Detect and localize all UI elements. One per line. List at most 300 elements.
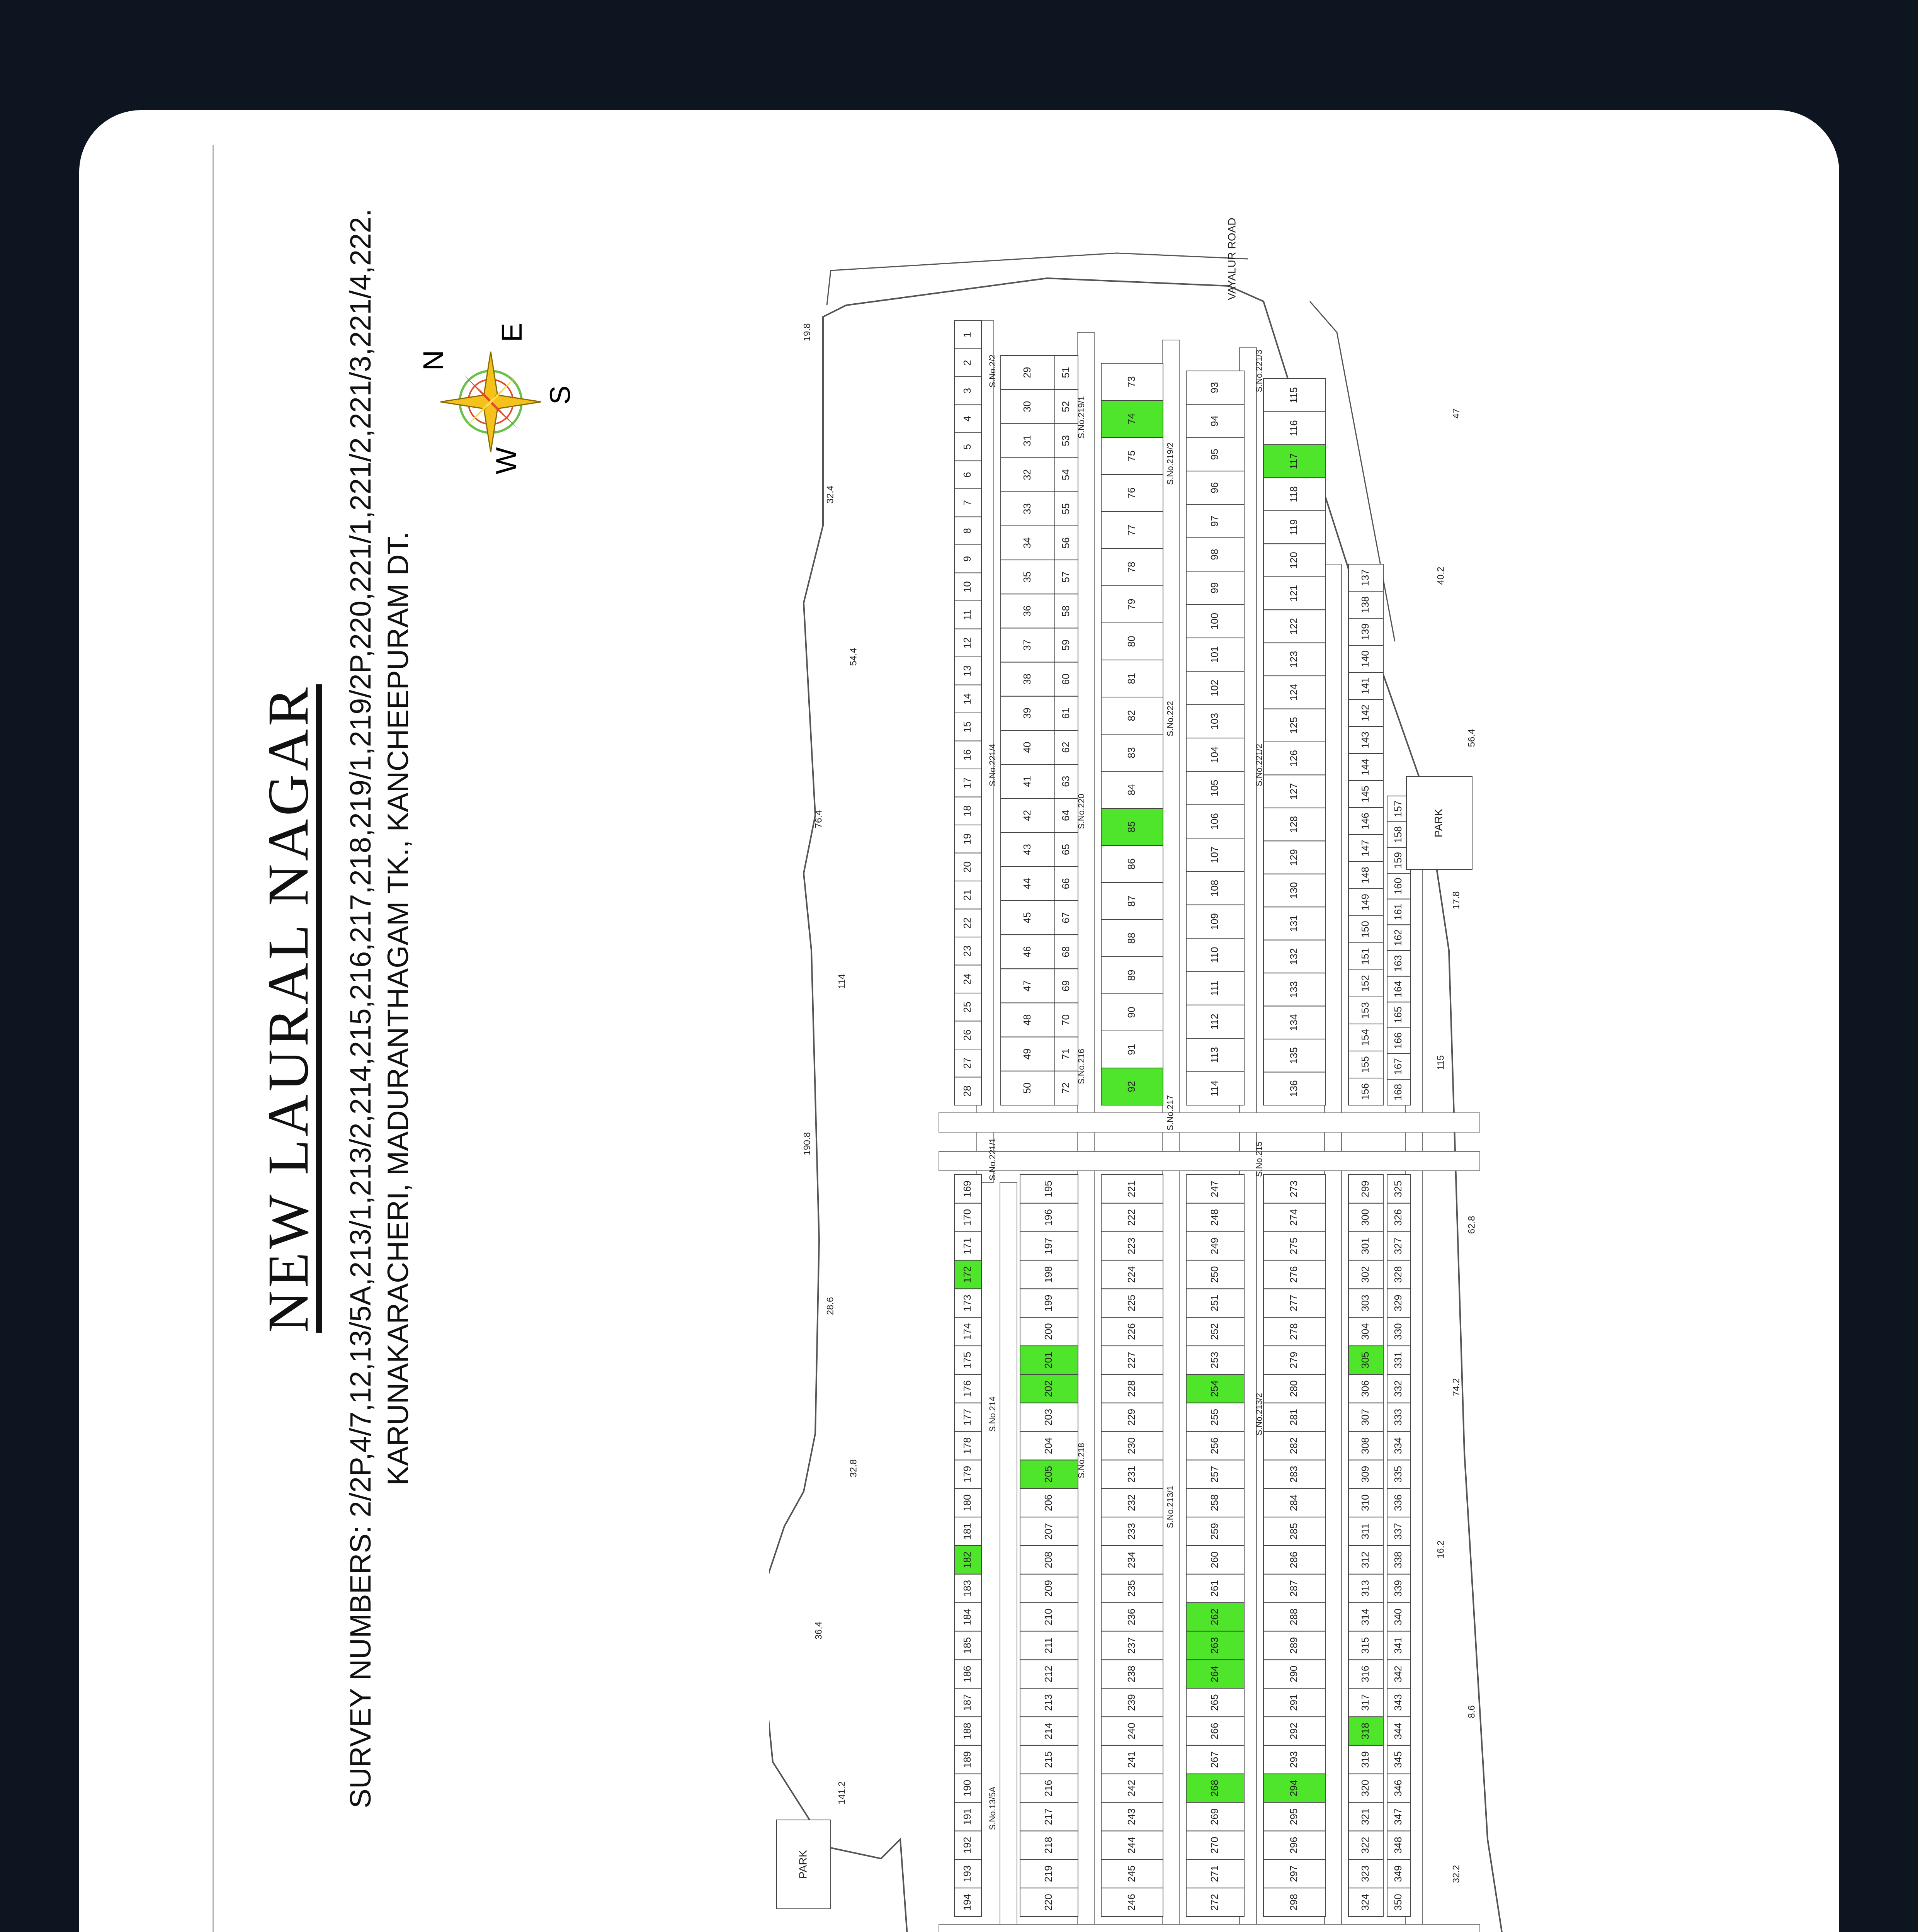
plot-number: 159 <box>1392 852 1404 869</box>
plot-number: 232 <box>1125 1494 1137 1511</box>
dimension-label: 74.2 <box>1451 1378 1462 1396</box>
plot-number: 63 <box>1059 776 1071 787</box>
plot-number: 346 <box>1392 1779 1404 1797</box>
plot-number: 263 <box>1208 1637 1220 1654</box>
dimension-label: 114 <box>837 974 847 989</box>
plot-number: 161 <box>1392 903 1404 920</box>
plot-number: 90 <box>1125 1007 1137 1018</box>
plot-number: 293 <box>1287 1751 1299 1768</box>
plot-number: 83 <box>1125 747 1137 759</box>
plot-number: 36 <box>1021 605 1033 617</box>
plot-number: 120 <box>1287 552 1299 569</box>
dimension-label: 115 <box>1435 1055 1446 1070</box>
dimension-label: 8.6 <box>1466 1705 1477 1718</box>
plot-number: 65 <box>1059 844 1071 855</box>
plot-number: 254 <box>1208 1380 1220 1397</box>
plot-number: 38 <box>1021 673 1033 685</box>
plot-number: 327 <box>1392 1237 1404 1255</box>
plot-number: 286 <box>1287 1551 1299 1568</box>
plot-number: 5 <box>961 444 973 450</box>
survey-mark: S.No.214 <box>987 1396 997 1432</box>
dimension-label: 54.4 <box>848 648 859 666</box>
plot-number: 18 <box>961 805 973 817</box>
plot-number: 229 <box>1125 1408 1137 1426</box>
cross-road <box>939 1151 1480 1171</box>
plot-number: 56 <box>1059 537 1071 549</box>
plot-number: 110 <box>1208 947 1220 963</box>
plot-number: 87 <box>1125 895 1137 907</box>
plot-number: 187 <box>961 1694 973 1711</box>
survey-mark: S.No.219/2 <box>1165 442 1175 485</box>
plot-number: 211 <box>1042 1637 1054 1654</box>
plot-number: 212 <box>1042 1665 1054 1683</box>
plot-number: 60 <box>1059 673 1071 685</box>
plot-number: 143 <box>1359 731 1371 748</box>
plot-number: 26 <box>961 1029 973 1041</box>
plot-number: 262 <box>1208 1608 1220 1626</box>
plot-number: 169 <box>961 1180 973 1197</box>
dimension-label: 32.4 <box>825 485 836 504</box>
plot-number: 99 <box>1208 582 1220 594</box>
survey-mark: S.No.215 <box>1254 1141 1264 1177</box>
plot-number: 115 <box>1287 387 1299 403</box>
layout-map <box>769 216 1696 1932</box>
plot-number: 121 <box>1287 585 1299 602</box>
plot-number: 190 <box>961 1779 973 1797</box>
plot-number: 142 <box>1359 704 1371 721</box>
plot-number: 309 <box>1359 1466 1371 1483</box>
plot-number: 330 <box>1392 1323 1404 1340</box>
plot-number: 256 <box>1208 1437 1220 1454</box>
plot-number: 238 <box>1125 1665 1137 1683</box>
plot-number: 84 <box>1125 784 1137 796</box>
plot-number: 124 <box>1287 684 1299 701</box>
plot-number: 312 <box>1359 1551 1371 1568</box>
survey-mark: S.No.13/5A <box>987 1786 997 1830</box>
plot-number: 347 <box>1392 1808 1404 1825</box>
plot-number: 41 <box>1021 776 1033 787</box>
plot-number: 107 <box>1208 846 1220 863</box>
plot-number: 332 <box>1392 1380 1404 1397</box>
dimension-label: 141.2 <box>837 1781 847 1805</box>
plot-number: 300 <box>1359 1209 1371 1226</box>
plot-number: 85 <box>1125 821 1137 833</box>
plot-number: 214 <box>1042 1723 1054 1740</box>
plot-number: 173 <box>961 1294 973 1312</box>
plot-number: 94 <box>1208 415 1220 427</box>
plot-number: 216 <box>1042 1779 1054 1797</box>
dimension-label: 19.8 <box>802 323 813 342</box>
plot-number: 258 <box>1208 1494 1220 1511</box>
plot-number: 310 <box>1359 1494 1371 1511</box>
plot-number: 58 <box>1059 605 1071 617</box>
plot-number: 28 <box>961 1085 973 1097</box>
plot-number: 201 <box>1042 1352 1054 1369</box>
survey-mark: S.No.2/2 <box>987 354 997 388</box>
plot-number: 283 <box>1287 1466 1299 1483</box>
plot-number: 75 <box>1125 450 1137 462</box>
plot-number: 348 <box>1392 1837 1404 1854</box>
plot-number: 102 <box>1208 679 1220 697</box>
plot-number: 25 <box>961 1001 973 1013</box>
plot-number: 106 <box>1208 813 1220 830</box>
plot-number: 52 <box>1059 401 1071 412</box>
plot-number: 61 <box>1059 707 1071 719</box>
plot-number: 148 <box>1359 867 1371 884</box>
plot-number: 29 <box>1021 367 1033 378</box>
plot-number: 301 <box>1359 1237 1371 1255</box>
plot-number: 270 <box>1208 1837 1220 1854</box>
plot-number: 290 <box>1287 1665 1299 1683</box>
plot-number: 168 <box>1392 1083 1404 1101</box>
plot-number: 343 <box>1392 1694 1404 1711</box>
plot-number: 243 <box>1125 1808 1137 1825</box>
plot-number: 117 <box>1287 453 1299 469</box>
plot-number: 342 <box>1392 1665 1404 1683</box>
plot-number: 17 <box>961 777 973 789</box>
plot-number: 326 <box>1392 1209 1404 1226</box>
plot-number: 218 <box>1042 1837 1054 1854</box>
dimension-label: 16.2 <box>1435 1540 1446 1559</box>
plot-number: 228 <box>1125 1380 1137 1397</box>
plot-number: 176 <box>961 1380 973 1397</box>
plot-number: 288 <box>1287 1608 1299 1626</box>
plot-number: 137 <box>1359 569 1371 586</box>
plot-number: 205 <box>1042 1466 1054 1483</box>
plot-number: 82 <box>1125 710 1137 721</box>
plot-number: 186 <box>961 1665 973 1683</box>
plot-number: 189 <box>961 1751 973 1768</box>
plot-number: 171 <box>961 1237 973 1255</box>
plot-number: 305 <box>1359 1352 1371 1369</box>
plot-number: 341 <box>1392 1637 1404 1654</box>
plot-number: 231 <box>1125 1466 1137 1483</box>
plot-number: 98 <box>1208 549 1220 560</box>
plot-number: 79 <box>1125 599 1137 610</box>
survey-mark: S.No.217 <box>1165 1095 1175 1131</box>
plot-number: 278 <box>1287 1323 1299 1340</box>
plot-number: 77 <box>1125 524 1137 536</box>
plot-number: 303 <box>1359 1294 1371 1312</box>
survey-mark: S.No.220 <box>1076 794 1086 829</box>
plot-number: 66 <box>1059 878 1071 889</box>
plot-number: 76 <box>1125 487 1137 499</box>
compass-e-label: E <box>496 323 528 342</box>
plot-number: 237 <box>1125 1637 1137 1654</box>
plot-number: 224 <box>1125 1266 1137 1283</box>
plot-number: 104 <box>1208 746 1220 763</box>
plot-number: 100 <box>1208 613 1220 630</box>
plot-number: 177 <box>961 1408 973 1426</box>
dimension-label: 32.8 <box>848 1459 859 1478</box>
plot-number: 248 <box>1208 1209 1220 1226</box>
plot-number: 44 <box>1021 878 1033 889</box>
location-line: KARUNAKARACHERI, MADURANTHAGAM TK., KANCHEEPURAM DT. <box>382 531 415 1486</box>
plot-number: 163 <box>1392 955 1404 972</box>
plot-number: 138 <box>1359 596 1371 613</box>
plot-number: 62 <box>1059 742 1071 753</box>
plot-number: 182 <box>961 1551 973 1568</box>
page-title: NEW LAURAL NAGAR <box>256 684 320 1333</box>
plot-number: 86 <box>1125 858 1137 870</box>
plot-number: 108 <box>1208 879 1220 897</box>
plot-number: 49 <box>1021 1048 1033 1060</box>
plot-number: 267 <box>1208 1751 1220 1768</box>
plot-number: 334 <box>1392 1437 1404 1454</box>
plot-number: 307 <box>1359 1408 1371 1426</box>
plot-number: 158 <box>1392 826 1404 843</box>
plot-number: 101 <box>1208 646 1220 663</box>
road-strip <box>1325 564 1342 1932</box>
plot-number: 336 <box>1392 1494 1404 1511</box>
border-line <box>213 145 214 1932</box>
plot-number: 314 <box>1359 1608 1371 1626</box>
plot-number: 325 <box>1392 1180 1404 1197</box>
plot-number: 135 <box>1287 1047 1299 1064</box>
compass-w-label: W <box>490 447 522 474</box>
plot-number: 116 <box>1287 420 1299 436</box>
plot-number: 252 <box>1208 1323 1220 1340</box>
plot-number: 297 <box>1287 1865 1299 1882</box>
road-strip <box>1000 1182 1017 1932</box>
plot-number: 67 <box>1059 912 1071 923</box>
plot-number: 284 <box>1287 1494 1299 1511</box>
plot-number: 147 <box>1359 840 1371 857</box>
plot-number: 51 <box>1059 367 1071 378</box>
plot-number: 136 <box>1287 1080 1299 1097</box>
plot-number: 328 <box>1392 1266 1404 1283</box>
survey-mark: S.No.222 <box>1165 701 1175 736</box>
plot-number: 31 <box>1021 435 1033 446</box>
plot-number: 2 <box>961 360 973 366</box>
plot-number: 241 <box>1125 1751 1137 1768</box>
plot-number: 89 <box>1125 969 1137 981</box>
plot-number: 37 <box>1021 639 1033 651</box>
plot-number: 21 <box>961 889 973 901</box>
plot-number: 319 <box>1359 1751 1371 1768</box>
plot-number: 210 <box>1042 1608 1054 1626</box>
plot-number: 217 <box>1042 1808 1054 1825</box>
plot-number: 130 <box>1287 882 1299 899</box>
survey-mark: S.No.221/3 <box>1254 349 1264 393</box>
dimension-label: 62.8 <box>1466 1216 1477 1234</box>
plot-number: 268 <box>1208 1779 1220 1797</box>
plot-number: 196 <box>1042 1209 1054 1226</box>
plot-number: 152 <box>1359 975 1371 992</box>
plot-number: 144 <box>1359 759 1371 776</box>
plot-number: 42 <box>1021 810 1033 821</box>
plot-number: 111 <box>1208 980 1220 996</box>
plot-number: 333 <box>1392 1408 1404 1426</box>
plot-number: 191 <box>961 1808 973 1825</box>
plot-number: 285 <box>1287 1523 1299 1540</box>
plot-number: 245 <box>1125 1865 1137 1882</box>
plot-number: 181 <box>961 1523 973 1540</box>
plot-number: 317 <box>1359 1694 1371 1711</box>
plot-number: 70 <box>1059 1014 1071 1026</box>
plot-number: 33 <box>1021 503 1033 515</box>
plot-number: 194 <box>961 1894 973 1911</box>
plot-number: 242 <box>1125 1779 1137 1797</box>
plot-number: 308 <box>1359 1437 1371 1454</box>
plot-number: 235 <box>1125 1580 1137 1597</box>
plot-number: 279 <box>1287 1352 1299 1369</box>
plot-number: 93 <box>1208 382 1220 393</box>
plot-number: 264 <box>1208 1665 1220 1683</box>
plot-number: 349 <box>1392 1865 1404 1882</box>
plot-number: 72 <box>1059 1082 1071 1094</box>
dimension-label: 47 <box>1451 408 1462 419</box>
plot-number: 253 <box>1208 1352 1220 1369</box>
plot-number: 165 <box>1392 1006 1404 1024</box>
plot-number: 122 <box>1287 618 1299 635</box>
plot-number: 219 <box>1042 1865 1054 1882</box>
plot-number: 223 <box>1125 1237 1137 1255</box>
road-strip <box>1162 340 1179 1932</box>
plot-number: 20 <box>961 861 973 873</box>
plot-number: 275 <box>1287 1237 1299 1255</box>
plot-number: 129 <box>1287 849 1299 866</box>
plot-number: 88 <box>1125 932 1137 944</box>
plot-number: 331 <box>1392 1352 1404 1369</box>
plot-number: 4 <box>961 416 973 422</box>
survey-mark: S.No.221/4 <box>987 743 997 787</box>
plot-number: 339 <box>1392 1580 1404 1597</box>
plot-number: 204 <box>1042 1437 1054 1454</box>
plot-number: 250 <box>1208 1266 1220 1283</box>
plot-number: 335 <box>1392 1466 1404 1483</box>
plot-number: 188 <box>961 1723 973 1740</box>
plot-number: 296 <box>1287 1837 1299 1854</box>
plot-number: 261 <box>1208 1580 1220 1597</box>
plot-number: 257 <box>1208 1466 1220 1483</box>
plot-number: 271 <box>1208 1865 1220 1882</box>
plot-number: 160 <box>1392 878 1404 895</box>
plot-number: 287 <box>1287 1580 1299 1597</box>
plot-number: 35 <box>1021 571 1033 583</box>
plot-number: 153 <box>1359 1002 1371 1019</box>
plot-number: 156 <box>1359 1083 1371 1100</box>
plot-number: 236 <box>1125 1608 1137 1626</box>
plot-number: 202 <box>1042 1380 1054 1397</box>
plot-number: 213 <box>1042 1694 1054 1711</box>
plot-number: 265 <box>1208 1694 1220 1711</box>
plot-number: 15 <box>961 721 973 733</box>
park-label: PARK <box>797 1850 809 1879</box>
plot-number: 304 <box>1359 1323 1371 1340</box>
plot-number: 322 <box>1359 1837 1371 1854</box>
dimension-label: 32.2 <box>1451 1865 1462 1883</box>
plot-number: 3 <box>961 388 973 394</box>
plot-number: 178 <box>961 1437 973 1454</box>
plot-number: 123 <box>1287 651 1299 668</box>
plot-number: 167 <box>1392 1058 1404 1075</box>
plot-number: 321 <box>1359 1808 1371 1825</box>
plot-number: 220 <box>1042 1894 1054 1911</box>
plot-number: 174 <box>961 1323 973 1340</box>
plot-number: 78 <box>1125 561 1137 573</box>
plot-number: 345 <box>1392 1751 1404 1768</box>
plot-number: 246 <box>1125 1894 1137 1911</box>
plot-number: 34 <box>1021 537 1033 549</box>
plot-number: 281 <box>1287 1408 1299 1426</box>
plot-number: 7 <box>961 500 973 506</box>
plot-number: 222 <box>1125 1209 1137 1226</box>
plot-number: 27 <box>961 1057 973 1069</box>
plot-number: 244 <box>1125 1837 1137 1854</box>
plot-number: 298 <box>1287 1894 1299 1911</box>
plot-number: 30 <box>1021 401 1033 412</box>
plot-number: 225 <box>1125 1294 1137 1312</box>
survey-mark: S.No.216 <box>1076 1049 1086 1084</box>
plot-number: 234 <box>1125 1551 1137 1568</box>
plot-number: 208 <box>1042 1551 1054 1568</box>
plot-number: 69 <box>1059 980 1071 992</box>
plot-number: 43 <box>1021 844 1033 855</box>
plot-number: 6 <box>961 472 973 478</box>
survey-numbers: SURVEY NUMBERS: 2/2P,4/7,12,13/5A,213/1,213/2,214,215,216,217,218,219/1,219/2P,220,221/1,221/2,221/3,221/4,222. <box>344 209 377 1808</box>
plot-number: 193 <box>961 1865 973 1882</box>
plot-number: 119 <box>1287 519 1299 536</box>
plot-number: 131 <box>1287 915 1299 932</box>
plot-number: 239 <box>1125 1694 1137 1711</box>
plot-number: 273 <box>1287 1180 1299 1197</box>
dimension-label: 56.4 <box>1466 729 1477 747</box>
plot-number: 126 <box>1287 750 1299 767</box>
plot-number: 318 <box>1359 1723 1371 1740</box>
road-label: VAYALUR ROAD <box>1226 218 1238 300</box>
plot-number: 320 <box>1359 1779 1371 1797</box>
dimension-label: 28.6 <box>825 1297 836 1315</box>
plot-number: 128 <box>1287 816 1299 833</box>
survey-mark: S.No.213/2 <box>1254 1393 1264 1436</box>
plot-number: 340 <box>1392 1608 1404 1626</box>
plot-number: 260 <box>1208 1551 1220 1568</box>
plot-number: 45 <box>1021 912 1033 923</box>
plot-number: 57 <box>1059 571 1071 583</box>
plot-number: 259 <box>1208 1523 1220 1540</box>
plot-number: 96 <box>1208 482 1220 493</box>
plot-number: 74 <box>1125 413 1137 425</box>
plot-number: 299 <box>1359 1180 1371 1197</box>
plot-number: 114 <box>1208 1080 1220 1097</box>
plot-number: 154 <box>1359 1029 1371 1046</box>
plot-number: 316 <box>1359 1665 1371 1683</box>
plot-number: 146 <box>1359 813 1371 830</box>
plot-number: 233 <box>1125 1523 1137 1540</box>
plot-number: 164 <box>1392 981 1404 998</box>
plot-number: 292 <box>1287 1723 1299 1740</box>
plot-number: 103 <box>1208 713 1220 730</box>
title-block <box>255 0 440 1932</box>
plot-number: 198 <box>1042 1266 1054 1283</box>
plot-number: 133 <box>1287 981 1299 998</box>
plot-number: 145 <box>1359 786 1371 803</box>
survey-mark: S.No.221/1 <box>987 1138 997 1181</box>
plot-number: 11 <box>961 609 973 620</box>
plot-number: 350 <box>1392 1894 1404 1911</box>
plot-number: 140 <box>1359 650 1371 667</box>
plot-number: 255 <box>1208 1408 1220 1426</box>
survey-mark: S.No.219/1 <box>1076 396 1086 439</box>
plot-number: 172 <box>961 1266 973 1283</box>
plot-number: 134 <box>1287 1014 1299 1031</box>
plot-number: 302 <box>1359 1266 1371 1283</box>
survey-mark: S.No.218 <box>1076 1443 1086 1478</box>
plot-number: 118 <box>1287 486 1299 502</box>
dimension-label: 17.8 <box>1451 891 1462 910</box>
plot-number: 39 <box>1021 707 1033 719</box>
